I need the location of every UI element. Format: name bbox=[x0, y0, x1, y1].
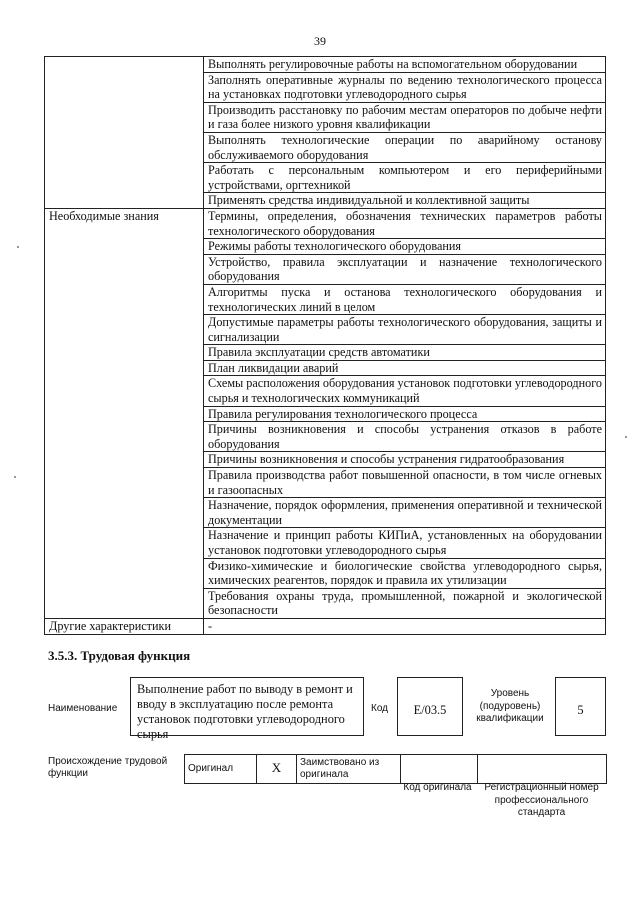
row-text: Правила эксплуатации средств автоматики bbox=[204, 345, 606, 361]
row-text: Назначение, порядок оформления, применения оперативной и технической документации bbox=[204, 498, 606, 528]
row-text: - bbox=[204, 618, 606, 634]
function-code-box: E/03.5 bbox=[397, 677, 463, 736]
scan-speck bbox=[17, 246, 19, 248]
table-row bbox=[45, 360, 606, 376]
table-row bbox=[45, 376, 606, 406]
row-text: Правила производства работ повышенной опасности, в том числе огневых и газоопасных bbox=[204, 468, 606, 498]
qualification-level-box: 5 bbox=[555, 677, 606, 736]
row-label bbox=[45, 468, 204, 498]
row-label bbox=[45, 163, 204, 193]
row-text: Допустимые параметры работы технологического оборудования, защиты и сигнализации bbox=[204, 315, 606, 345]
row-text: Правила регулирования технологического процесса bbox=[204, 406, 606, 422]
row-text: План ликвидации аварий bbox=[204, 360, 606, 376]
row-text: Режимы работы технологического оборудования bbox=[204, 239, 606, 255]
table-row bbox=[45, 528, 606, 558]
table-row bbox=[45, 422, 606, 452]
row-label bbox=[45, 558, 204, 588]
table-row bbox=[45, 558, 606, 588]
table-row bbox=[45, 498, 606, 528]
row-text: Назначение и принцип работы КИПиА, установленных на оборудовании установок подготовки углеводородного сырья bbox=[204, 528, 606, 558]
table-row bbox=[45, 618, 606, 634]
row-label bbox=[45, 315, 204, 345]
row-label bbox=[45, 345, 204, 361]
row-text: Работать с персональным компьютером и его периферийными устройствами, оргтехникой bbox=[204, 163, 606, 193]
row-label bbox=[45, 57, 204, 73]
row-label bbox=[45, 284, 204, 314]
table-row bbox=[45, 132, 606, 162]
borrowed-cell: Заимствовано из оригинала bbox=[297, 755, 401, 784]
row-label bbox=[45, 254, 204, 284]
row-label bbox=[45, 528, 204, 558]
row-label: Необходимые знания bbox=[45, 208, 204, 238]
table-row bbox=[45, 468, 606, 498]
row-label bbox=[45, 422, 204, 452]
row-text: Выполнять технологические операции по аварийному останову обслуживаемого оборудования bbox=[204, 132, 606, 162]
table-row bbox=[45, 452, 606, 468]
function-name-box: Выполнение работ по выводу в ремонт и вводу в эксплуатацию после ремонта установок подготовки углеводородного сырья bbox=[130, 677, 364, 736]
row-text: Причины возникновения и способы устранения отказов в работе оборудования bbox=[204, 422, 606, 452]
registration-number-cell bbox=[478, 755, 607, 784]
row-label bbox=[45, 72, 204, 102]
table-row bbox=[45, 208, 606, 238]
table-row bbox=[45, 163, 606, 193]
table-row bbox=[45, 345, 606, 361]
original-code-caption: Код оригинала bbox=[403, 782, 472, 793]
qualification-level-label: Уровень (подуровень) квалификации bbox=[476, 688, 544, 724]
origin-table bbox=[184, 754, 607, 784]
table-row bbox=[45, 102, 606, 132]
table-row bbox=[45, 239, 606, 255]
row-label: Другие характеристики bbox=[45, 618, 204, 634]
row-label bbox=[45, 498, 204, 528]
code-label: Код bbox=[371, 703, 389, 714]
table-row bbox=[45, 72, 606, 102]
table-row bbox=[45, 193, 606, 209]
row-text: Заполнять оперативные журналы по ведению технологического процесса на установках подготовки углеводородного сырья bbox=[204, 72, 606, 102]
original-code-cell bbox=[401, 755, 478, 784]
table-row bbox=[45, 588, 606, 618]
registration-number-caption: Регистрационный номер профессионального стандарта bbox=[484, 782, 599, 818]
row-text: Схемы расположения оборудования установок подготовки углеводородного сырья и технологических коммуникаций bbox=[204, 376, 606, 406]
row-text: Устройство, правила эксплуатации и назначение технологического оборудования bbox=[204, 254, 606, 284]
row-text: Термины, определения, обозначения технических параметров работы технологического оборудования bbox=[204, 208, 606, 238]
original-mark-cell: X bbox=[257, 755, 297, 784]
scan-speck bbox=[14, 476, 16, 478]
row-label bbox=[45, 360, 204, 376]
row-label bbox=[45, 406, 204, 422]
row-label bbox=[45, 588, 204, 618]
row-label bbox=[45, 193, 204, 209]
row-text: Требования охраны труда, промышленной, пожарной и экологической безопасности bbox=[204, 588, 606, 618]
table-row bbox=[45, 284, 606, 314]
scan-speck bbox=[625, 436, 627, 438]
table-row bbox=[45, 315, 606, 345]
row-text: Применять средства индивидуальной и коллективной защиты bbox=[204, 193, 606, 209]
name-label: Наименование bbox=[48, 703, 118, 714]
origin-label: Происхождение трудовой функции bbox=[48, 756, 168, 779]
skills-knowledge-table bbox=[44, 56, 606, 635]
row-text: Алгоритмы пуска и останова технологического оборудования и технологических линий в целом bbox=[204, 284, 606, 314]
row-text: Причины возникновения и способы устранения гидратообразования bbox=[204, 452, 606, 468]
table-row bbox=[45, 406, 606, 422]
row-label bbox=[45, 102, 204, 132]
section-title: 3.5.3. Трудовая функция bbox=[48, 648, 191, 663]
original-cell: Оригинал bbox=[185, 755, 257, 784]
row-text: Производить расстановку по рабочим местам операторов по добыче нефти и газа более низкого уровня квалификации bbox=[204, 102, 606, 132]
row-label bbox=[45, 239, 204, 255]
row-text: Физико-химические и биологические свойства углеводородного сырья, химических реагентов, порядок и правила их утилизации bbox=[204, 558, 606, 588]
table-row bbox=[45, 57, 606, 73]
table-row bbox=[45, 254, 606, 284]
row-label bbox=[45, 132, 204, 162]
page-number: 39 bbox=[314, 34, 326, 48]
row-label bbox=[45, 376, 204, 406]
row-text: Выполнять регулировочные работы на вспомогательном оборудовании bbox=[204, 57, 606, 73]
row-label bbox=[45, 452, 204, 468]
